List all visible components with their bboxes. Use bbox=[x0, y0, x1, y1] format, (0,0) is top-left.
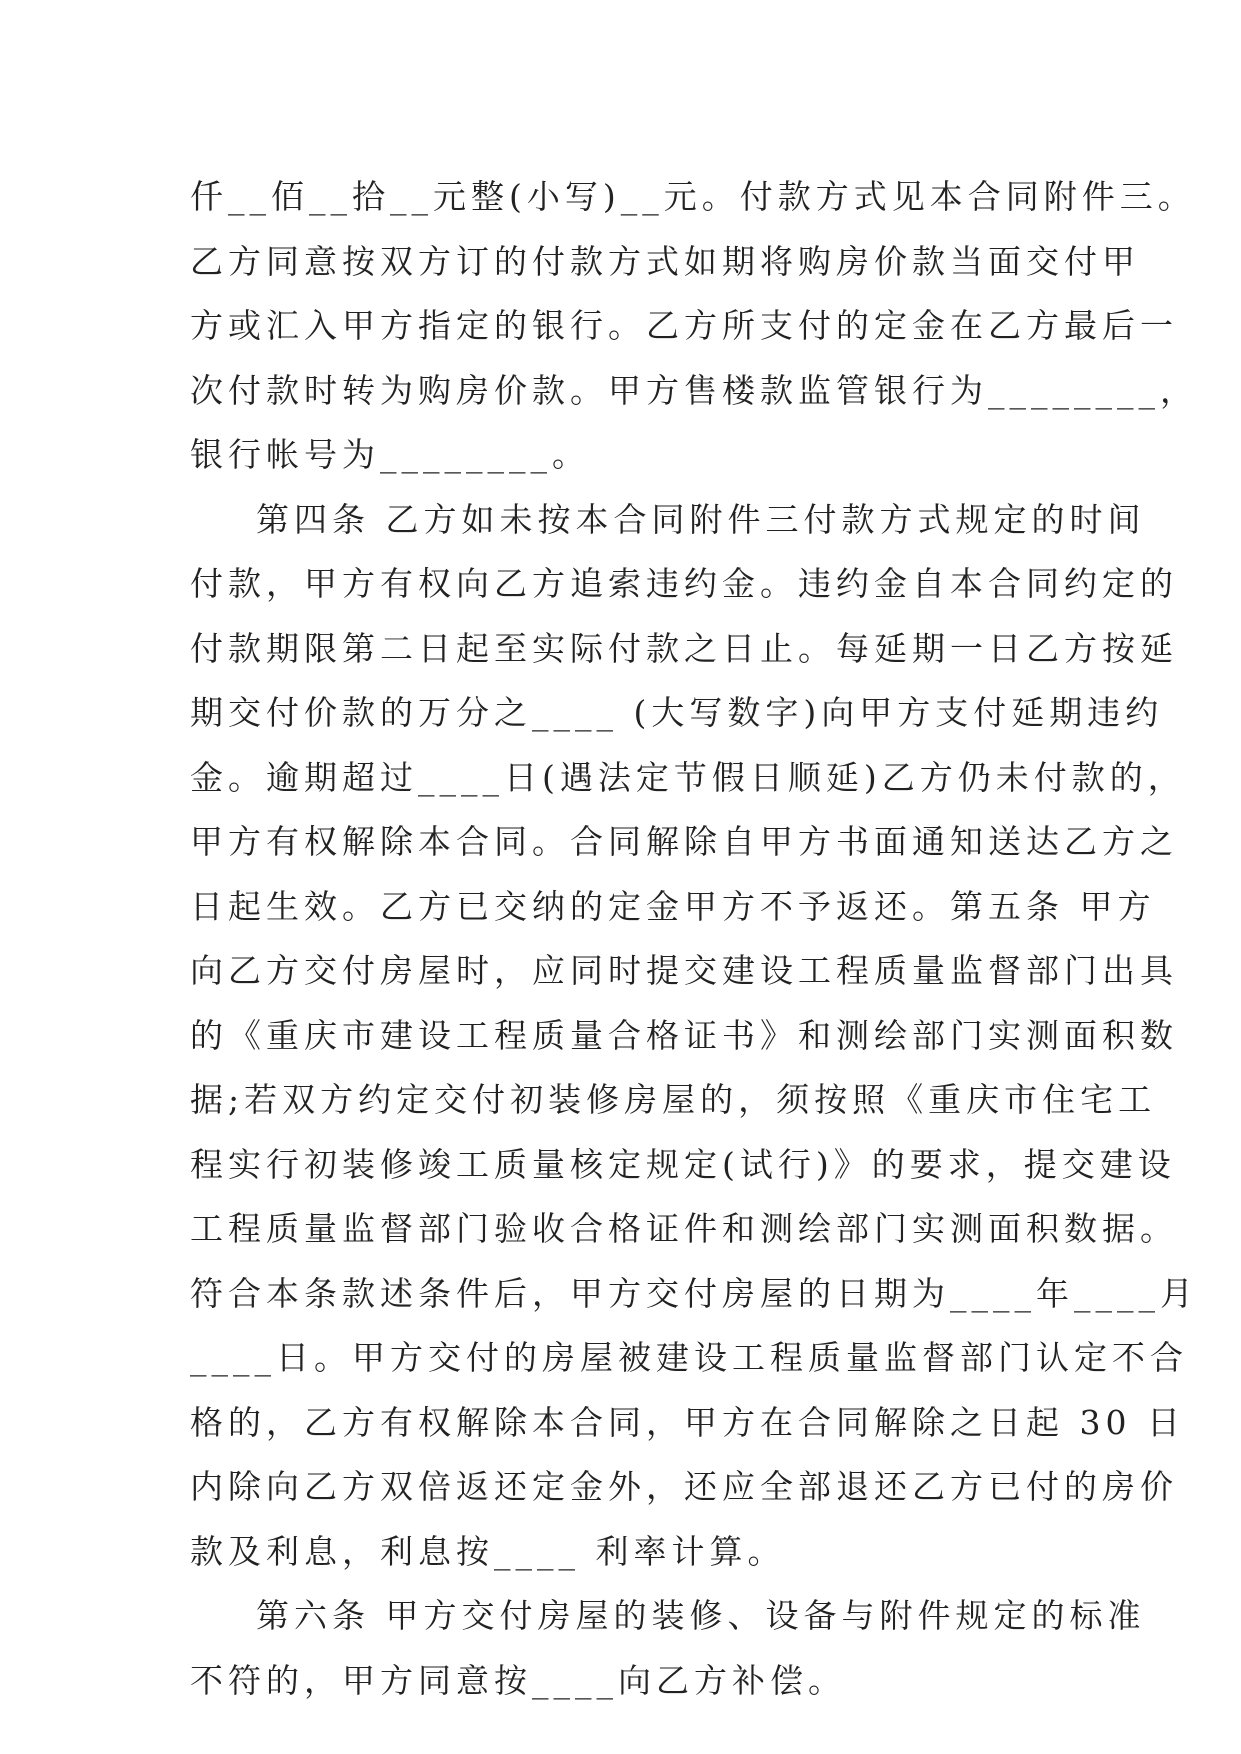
contract-body bbox=[190, 165, 1198, 1713]
text-line: 期交付价款的万分之____ (大写数字)向甲方支付延期违约 bbox=[190, 693, 1164, 732]
text-line: 金。逾期超过____日(遇法定节假日顺延)乙方仍未付款的， bbox=[190, 757, 1186, 797]
text-line: 次付款时转为购房价款。甲方售楼款监管银行为________， bbox=[190, 370, 1198, 410]
text-line: 符合本条款述条件后，甲方交付房屋的日期为____年____月 bbox=[190, 1273, 1198, 1313]
article-4-heading-line: 第四条 乙方如未按本合同附件三付款方式规定的时间 bbox=[256, 499, 1146, 539]
text-line: 程实行初装修竣工质量核定规定(试行)》的要求，提交建设 bbox=[190, 1144, 1176, 1184]
text-line: 的《重庆市建设工程质量合格证书》和测绘部门实测面积数 bbox=[190, 1015, 1178, 1055]
text-line: ____日。甲方交付的房屋被建设工程质量监督部门认定不合 bbox=[190, 1338, 1188, 1377]
text-line: 据;若双方约定交付初装修房屋的，须按照《重庆市住宅工 bbox=[190, 1080, 1157, 1119]
text-line: 日起生效。乙方已交纳的定金甲方不予返还。第五条 甲方 bbox=[190, 886, 1156, 926]
text-line: 款及利息，利息按____ 利率计算。 bbox=[190, 1531, 786, 1571]
text-line: 内除向乙方双倍返还定金外，还应全部退还乙方已付的房价 bbox=[190, 1467, 1178, 1506]
text-line: 仟__佰__拾__元整(小写)__元。付款方式见本合同附件三。 bbox=[190, 177, 1196, 216]
text-line: 付款，甲方有权向乙方追索违约金。违约金自本合同约定的 bbox=[190, 564, 1178, 603]
text-line: 甲方有权解除本合同。合同解除自甲方书面通知送达乙方之 bbox=[190, 822, 1178, 861]
text-line: 格的，乙方有权解除本合同，甲方在合同解除之日起 30 日 bbox=[190, 1402, 1185, 1442]
text-line: 工程质量监督部门验收合格证件和测绘部门实测面积数据。 bbox=[190, 1209, 1178, 1248]
text-line: 银行帐号为________。 bbox=[190, 435, 590, 474]
text-line: 乙方同意按双方订的付款方式如期将购房价款当面交付甲 bbox=[190, 241, 1140, 281]
text-line: 付款期限第二日起至实际付款之日止。每延期一日乙方按延 bbox=[190, 628, 1178, 668]
text-line: 向乙方交付房屋时，应同时提交建设工程质量监督部门出具 bbox=[190, 951, 1178, 990]
text-line: 方或汇入甲方指定的银行。乙方所支付的定金在乙方最后一 bbox=[190, 306, 1178, 345]
article-6-heading-line: 第六条 甲方交付房屋的装修、设备与附件规定的标准 bbox=[256, 1596, 1146, 1635]
text-line: 不符的，甲方同意按____向乙方补偿。 bbox=[190, 1660, 846, 1700]
